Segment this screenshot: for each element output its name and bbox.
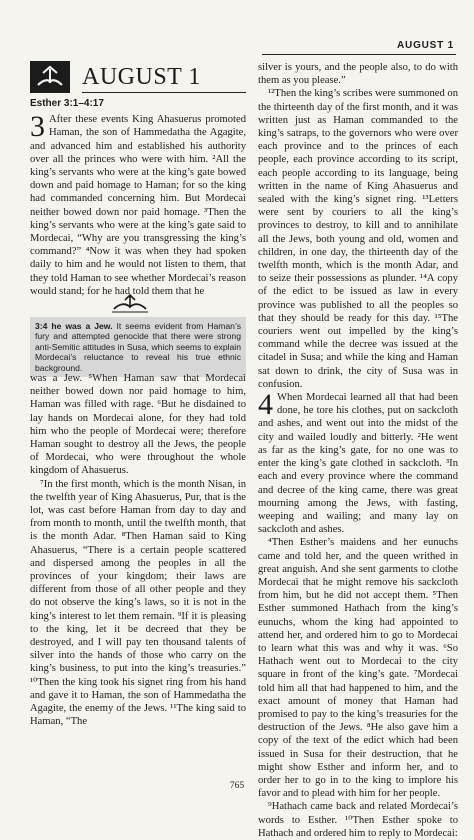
date-title: AUGUST 1 <box>82 64 201 90</box>
study-note-text: It seems evident from Haman’s fury and attempted genocide that there were strong anti-Semitic attitudes in Susa, which seems to explain Mordecai’s reluctance to reveal his true ethnic background. <box>35 321 241 373</box>
left-paragraph-2: ⁷In the first month, which is the month Nisan, in the twelfth year of King Ahasuerus, Pur, that is the lot, was cast before Haman from day to day and from month to month, until the twelfth month, that is the month Adar. ⁸Then Haman said to King Ahasuerus, “There is a certain people scattered and dispersed among the peoples in all the provinces of your kingdom; their laws are different from those of all other people and they do not observe the king’s laws, so it is not in the king’s interest to let them remain. ⁹If it is pleasing to the king, let it be decreed that they be destroyed, and I will pay ten thousand talents of silver into the hands of those who carry on the king’s business, to put into the king’s treasuries.” ¹⁰Then the king took his signet ring from his hand and gave it to Haman, the son of Hammedatha the Agagite, the enemy of the Jews. ¹¹The king said to Haman, “The <box>30 478 246 728</box>
chapter-number-drop-cap: 3 <box>30 110 45 144</box>
running-head: AUGUST 1 <box>397 40 454 51</box>
study-note <box>30 317 246 377</box>
right-paragraph-4: ⁴Then Esther’s maidens and her eunuchs came and told her, and the queen writhed in great anguish. And she sent garments to clothe Mordecai that he might remove his sackcloth from him, but he did not accept them. ⁵Then Esther summoned Hathach from the king’s eunuchs, whom the king had appointed to attend her, and ordered him to go to Mordecai to learn what this was and why it was. ⁶So Hathach went out to Mordecai to the city square in front of the king’s gate. ⁷Mordecai told him all that had happened to him, and the exact amount of money that Haman had promised to pay to the king’s treasuries for the destruction of the Jews. ⁸He also gave him a copy of the text of the edict which had been issued in Susa for their destruction, that he might show Esther and inform her, and to order her to go in to the king to implore his favor and to plead with him for her people. <box>258 537 458 800</box>
left-paragraph-1: was a Jew. ⁵When Haman saw that Mordecai neither bowed down nor paid homage to him, Haman was filled with rage. ⁶But he disdained to lay hands on Mordecai alone, for they had told him who the people of Mordecai were; therefore Haman sought to destroy all the Jews, the people of Mordecai, who were throughout the whole kingdom of Ahasuerus. <box>30 373 246 477</box>
header-rule <box>262 54 456 55</box>
study-note-label: 3:4 he was a Jew. <box>35 321 113 331</box>
right-paragraph-1: silver is yours, and the people also, to do with them as you please.” <box>258 62 458 87</box>
right-paragraph-2: ¹²Then the king’s scribes were summoned on the thirteenth day of the first month, and it was written just as Haman commanded to the king’s satraps, to the governors who were over each province and to the princes of each people, each province according to its script, each people according to its language, being written in the name of King Ahasuerus and sealed with the king’s signet ring. ¹³Letters were sent by couriers to all the king’s provinces to destroy, to kill and to annihilate all the Jews, both young and old, women and children, in one day, the thirteenth day of the twelfth month, which is the month Adar, and to seize their possessions as plunder. ¹⁴A copy of the edict to be issued as law in every province was published to all the peoples so that they should be ready for this day. ¹⁵The couriers went out impelled by the king’s command while the decree was issued at the citadel in Susa; and while the king and Haman sat down to drink, the city of Susa was in confusion. <box>258 88 458 390</box>
open-book-logo-icon <box>30 61 70 93</box>
ornament-divider-icon <box>110 293 150 315</box>
chapter-3-paragraph <box>30 110 246 298</box>
date-title-rule <box>82 92 246 93</box>
left-column-top <box>30 97 246 298</box>
date-heading <box>30 61 246 93</box>
chapter-4-paragraph <box>258 388 458 536</box>
right-paragraph-5: ⁹Hathach came back and related Mordecai’s words to Esther. ¹⁰Then Esther spoke to Hathach and ordered him to reply to Mordecai: <box>258 801 458 839</box>
right-column <box>258 61 458 840</box>
page-number: 765 <box>229 781 245 791</box>
chapter-4-drop-cap: 4 <box>258 388 273 422</box>
scripture-reference: Esther 3:1–4:17 <box>30 98 104 109</box>
chapter-3-text: After these events King Ahasuerus promoted Haman, the son of Hammedatha the Agagite, and advanced him and established his authority over all the princes who were with him. ²All the king’s servants who were at the king’s gate bowed down and paid homage to Haman; for so the king had commanded concerning him. But Mordecai neither bowed down nor paid homage. ³Then the king’s servants who were at the king’s gate said to Mordecai, “Why are you transgressing the king’s command?” ⁴Now it was when they had spoken daily to him and he would not listen to them, that they told Haman to see whether Mordecai’s reason would stand; for he had told them that he <box>30 114 246 297</box>
left-column-bottom <box>30 372 246 728</box>
chapter-4-text: When Mordecai learned all that had been done, he tore his clothes, put on sackcloth and ashes, and went out into the midst of the city and wailed loudly and bitterly. ²He went as far as the king’s gate, for no one was to enter the king’s gate clothed in sackcloth. ³In each and every province where the command and decree of the king came, there was great mourning among the Jews, with fasting, weeping and wailing; and many lay on sackcloth and ashes. <box>258 392 458 536</box>
